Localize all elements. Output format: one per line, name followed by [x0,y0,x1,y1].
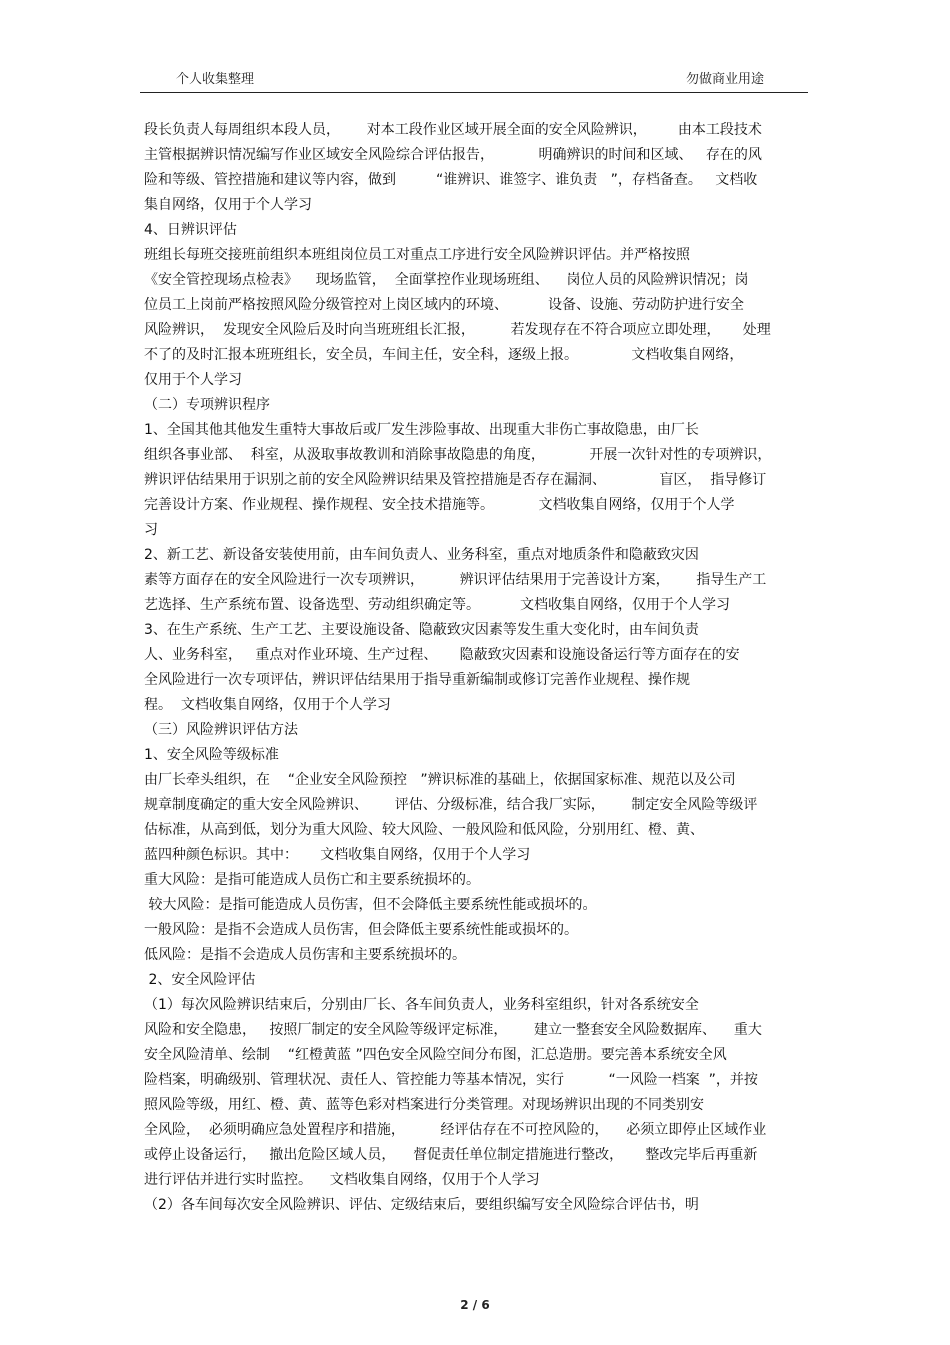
text-line: 2、新工艺、新设备安装使用前，由车间负责人、业务科室，重点对地质条件和隐蔽致灾因 [144,547,699,563]
body-text [144,118,808,1218]
text-line: 4、日辨识评估 [144,222,237,238]
page-number: 2 / 6 [460,1298,490,1312]
text-line: 仅用于个人学习 [144,372,242,388]
text-line: 险和等级、管控措施和建议等内容，做到 “谁辨识、谁签字、谁负责 ”，存档备查。 文档收 [144,172,758,188]
text-line: （二）专项辨识程序 [144,397,270,413]
text-line: 估标准，从高到低，划分为重大风险、较大风险、一般风险和低风险，分别用红、橙、黄、 [144,822,704,838]
header-left: 个人收集整理 [176,72,255,87]
text-line: 重大风险：是指可能造成人员伤亡和主要系统损坏的。 [144,872,480,888]
text-line: 1、安全风险等级标准 [144,747,279,763]
text-line: 人、业务科室， 重点对作业环境、生产过程、 隐蔽致灾因素和设施设备运行等方面存在的安 [144,647,740,663]
text-line: 低风险：是指不会造成人员伤害和主要系统损坏的。 [144,947,466,963]
text-line: （三）风险辨识评估方法 [144,722,298,738]
text-line: 程。 文档收集自网络，仅用于个人学习 [144,697,391,713]
text-line: 段长负责人每周组织本段人员， 对本工段作业区域开展全面的安全风险辨识， 由本工段技术 [144,122,762,138]
text-line: 风险辨识， 发现安全风险后及时向当班班组长汇报， 若发现存在不符合项应立即处理， 处理 [144,322,771,338]
text-line: 全风险， 必须明确应急处置程序和措施， 经评估存在不可控风险的， 必须立即停止区域作业 [144,1122,767,1138]
text-line: 主管根据辨识情况编写作业区域安全风险综合评估报告， 明确辨识的时间和区域、 存在的风 [144,147,762,163]
text-line: 全风险进行一次专项评估，辨识评估结果用于指导重新编制或修订完善作业规程、操作规 [144,672,690,688]
text-line: 由厂长牵头组织，在 “企业安全风险预控 ”辨识标准的基础上，依据国家标准、规范以及公司 [144,772,736,788]
text-line: 班组长每班交接班前组织本班组岗位员工对重点工序进行安全风险辨识评估。并严格按照 [144,247,690,263]
text-line: 辨识评估结果用于识别之前的安全风险辨识结果及管控措施是否存在漏洞、 盲区， 指导修订 [144,472,767,488]
text-line: 照风险等级，用红、橙、黄、蓝等色彩对档案进行分类管理。对现场辨识出现的不同类别安 [144,1097,704,1113]
text-line: 集自网络，仅用于个人学习 [144,197,312,213]
text-line: 风险和安全隐患， 按照厂制定的安全风险等级评定标准， 建立一整套安全风险数据库、 重大 [144,1022,762,1038]
header-divider [140,92,808,93]
text-line: 位员工上岗前严格按照风险分级管控对上岗区域内的环境、 设备、设施、劳动防护进行安全 [144,297,745,313]
text-line: 险档案，明确级别、管理状况、责任人、管控能力等基本情况，实行 “一风险一档案 ”，并按 [144,1072,758,1088]
text-line: （2）各车间每次安全风险辨识、评估、定级结束后，要组织编写安全风险综合评估书，明 [144,1197,699,1213]
header-right: 勿做商业用途 [686,72,765,87]
text-line: 进行评估并进行实时监控。 文档收集自网络，仅用于个人学习 [144,1172,540,1188]
text-line: 《安全管控现场点检表》 现场监管， 全面掌控作业现场班组、 岗位人员的风险辨识情况；岗 [144,272,749,288]
text-line: 蓝四种颜色标识。其中： 文档收集自网络，仅用于个人学习 [144,847,531,863]
text-line: 3、在生产系统、生产工艺、主要设施设备、隐蔽致灾因素等发生重大变化时，由车间负责 [144,622,699,638]
text-line: 完善设计方案、作业规程、操作规程、安全技术措施等。 文档收集自网络，仅用于个人学 [144,497,735,513]
text-line: 素等方面存在的安全风险进行一次专项辨识， 辨识评估结果用于完善设计方案， 指导生产工 [144,572,767,588]
text-line: 1、全国其他其他发生重特大事故后或厂发生涉险事故、出现重大非伤亡事故隐患，由厂长 [144,422,699,438]
text-line: （1）每次风险辨识结束后，分别由厂长、各车间负责人，业务科室组织，针对各系统安全 [144,997,699,1013]
text-line: 不了的及时汇报本班班组长，安全员，车间主任，安全科，逐级上报。 文档收集自网络， [144,347,744,363]
text-line: 较大风险：是指可能造成人员伤害，但不会降低主要系统性能或损坏的。 [144,897,597,913]
text-line: 艺选择、生产系统布置、设备选型、劳动组织确定等。 文档收集自网络，仅用于个人学习 [144,597,731,613]
text-line: 2、安全风险评估 [144,972,256,988]
text-line: 习 [144,522,158,538]
text-line: 一般风险：是指不会造成人员伤害，但会降低主要系统性能或损坏的。 [144,922,578,938]
text-line: 规章制度确定的重大安全风险辨识、 评估、分级标准，结合我厂实际， 制定安全风险等级评 [144,797,758,813]
text-line: 组织各事业部、 科室，从汲取事故教训和消除事故隐患的角度， 开展一次针对性的专项辨识， [144,447,772,463]
text-line: 安全风险清单、绘制 “红橙黄蓝 ”四色安全风险空间分布图，汇总造册。要完善本系统安全风 [144,1047,727,1063]
text-line: 或停止设备运行， 撤出危险区域人员， 督促责任单位制定措施进行整改， 整改完毕后再重新 [144,1147,758,1163]
